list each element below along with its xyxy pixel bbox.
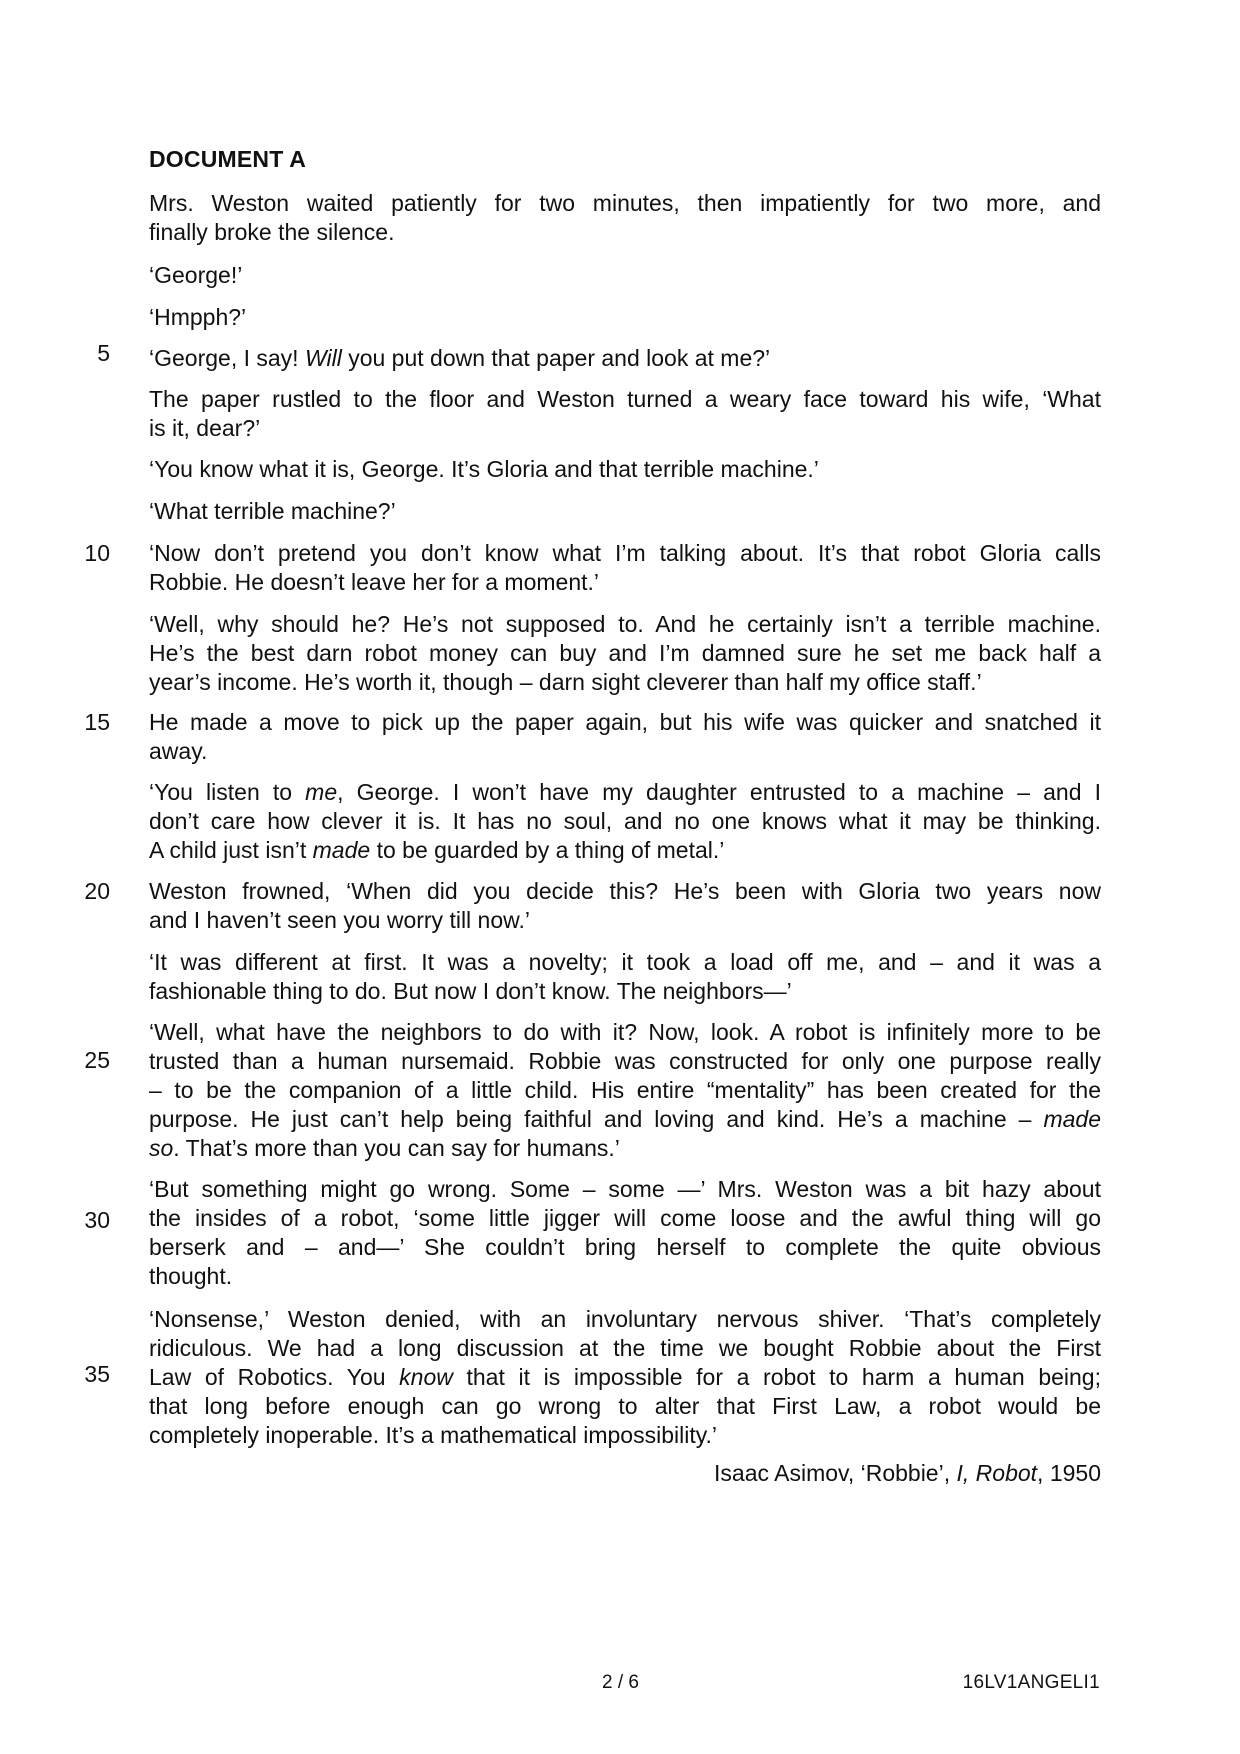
paragraph-line: that long before enough can go wrong to alter that First Law, a robot would be [149,1393,1101,1420]
paragraph [149,1305,1101,1450]
paragraph [149,344,1101,373]
paragraph [149,708,1101,766]
paragraph [149,778,1101,865]
paragraph [149,948,1101,1006]
paragraph-line: finally broke the silence. [149,219,395,246]
paragraph [149,385,1101,443]
line-number: 10 [84,540,110,566]
line-number: 30 [84,1207,110,1233]
paragraph-line: the insides of a robot, ‘some little jigger will come loose and the awful thing will go [149,1205,1101,1232]
line-number: 25 [84,1047,110,1073]
paragraph-line: Weston frowned, ‘When did you decide this? He’s been with Gloria two years now [149,878,1101,904]
paragraph-line: He made a move to pick up the paper again, but his wife was quicker and snatched it [149,709,1101,735]
paragraph [149,189,1101,247]
paragraph [149,539,1101,597]
line-number: 20 [84,878,110,904]
paragraph-line: Robbie. He doesn’t leave her for a moment.’ [149,569,600,596]
paragraph-line: ridiculous. We had a long discussion at the time we bought Robbie about the First [149,1335,1101,1362]
paragraph [149,455,1101,484]
paragraph-line: thought. [149,1263,233,1290]
paragraph-line: ‘Now don’t pretend you don’t know what I’m talking about. It’s that robot Gloria calls [149,540,1101,566]
line-number: 5 [97,340,110,366]
paragraph-line: is it, dear?’ [149,415,261,442]
page-number: 2 / 6 [602,1672,639,1693]
line-number: 15 [84,709,110,735]
paragraph-line: ‘Well, what have the neighbors to do with it? Now, look. A robot is infinitely more to be [149,1019,1101,1045]
paragraph-line: trusted than a human nursemaid. Robbie was constructed for only one purpose really [149,1048,1101,1075]
source-attribution: Isaac Asimov, ‘Robbie’, I, Robot, 1950 [714,1460,1101,1486]
line-number: 35 [84,1361,110,1387]
paragraph-line: He’s the best darn robot money can buy and I’m damned sure he set me back half a [149,640,1101,667]
paragraph-line: A child just isn’t made to be guarded by a thing of metal.’ [149,837,725,864]
paragraph-line: – to be the companion of a little child. His entire “mentality” has been created for the [149,1077,1101,1104]
paragraph-line: ‘You listen to me, George. I won’t have my daughter entrusted to a machine – and I [149,779,1102,805]
document-code: 16LV1ANGELI1 [962,1672,1100,1693]
paragraph-line: fashionable thing to do. But now I don’t know. The neighbors—’ [149,978,792,1005]
paragraph-line: ‘What terrible machine?’ [149,498,396,524]
paragraph-line: ‘Nonsense,’ Weston denied, with an involuntary nervous shiver. ‘That’s completely [149,1306,1101,1332]
paragraph-line: ‘Well, why should he? He’s not supposed to. And he certainly isn’t a terrible machine. [149,611,1101,637]
paragraph-line: purpose. He just can’t help being faithful and loving and kind. He’s a machine – made [149,1106,1101,1133]
paragraph [149,1018,1101,1163]
paragraph [149,497,1101,526]
paragraph-line: Law of Robotics. You know that it is impossible for a robot to harm a human being; [149,1364,1101,1391]
paragraph-line: ‘George, I say! Will you put down that paper and look at me?’ [149,345,771,371]
paragraph-line: and I haven’t seen you worry till now.’ [149,907,530,934]
paragraph-line: berserk and – and—’ She couldn’t bring herself to complete the quite obvious [149,1234,1101,1261]
paragraph [149,303,1101,332]
paragraph-line: ‘George!’ [149,262,243,288]
document-title: DOCUMENT A [149,146,307,172]
paragraph-line: ‘It was different at first. It was a novelty; it took a load off me, and – and it was a [149,949,1101,975]
paragraph-line: Mrs. Weston waited patiently for two minutes, then impatiently for two more, and [149,190,1101,216]
paragraph-line: ‘But something might go wrong. Some – some —’ Mrs. Weston was a bit hazy about [149,1176,1101,1202]
paragraph-line: completely inoperable. It’s a mathematical impossibility.’ [149,1422,718,1449]
paragraph-line: ‘You know what it is, George. It’s Gloria and that terrible machine.’ [149,456,819,482]
paragraph [149,610,1101,697]
paragraph-line: ‘Hmpph?’ [149,304,247,330]
paragraph-line: away. [149,738,208,765]
paragraph [149,877,1101,935]
paragraph-line: The paper rustled to the floor and Weston turned a weary face toward his wife, ‘What [149,386,1101,412]
paragraph-line: year’s income. He’s worth it, though – darn sight cleverer than half my office staff.’ [149,669,982,696]
paragraph [149,261,1101,290]
paragraph-line: don’t care how clever it is. It has no soul, and no one knows what it may be thinking. [149,808,1101,835]
paragraph-line: so. That’s more than you can say for humans.’ [149,1135,620,1162]
paragraph [149,1175,1101,1291]
